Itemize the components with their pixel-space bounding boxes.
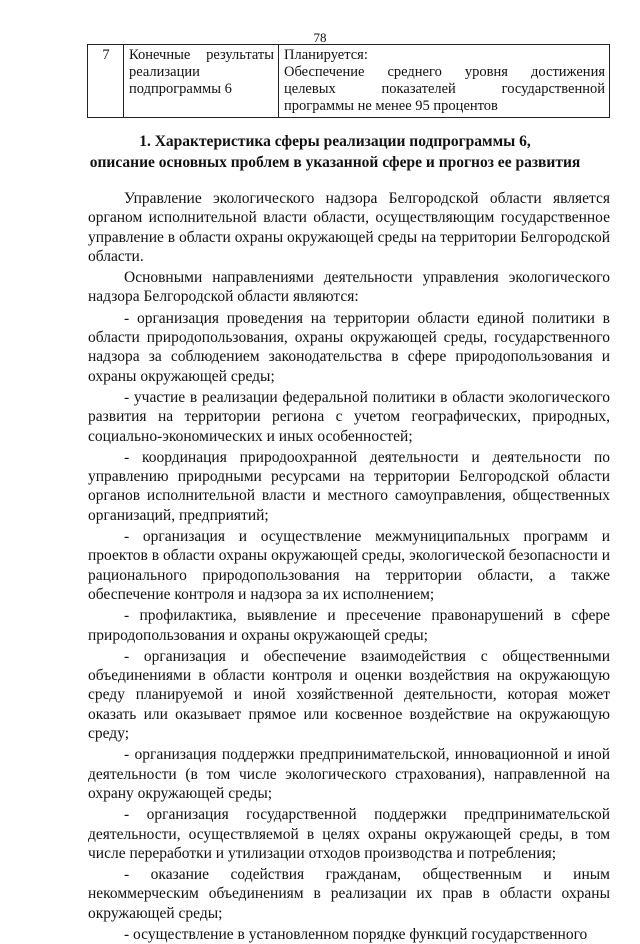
list-item: - организация и осуществление межмуниципальных программ и проектов в области охраны окружающей среды, экологической безопасности и рационального природопользования на территории области, а также обеспечение контроля и надзора за их исполнением; <box>88 528 610 603</box>
list-item: - организация проведения на территории области единой политики в области природопользования, охраны окружающей среды, государственного надзора за соблюдением законодательства в сфере природопользования и охраны окружающей среды; <box>88 309 610 385</box>
list-item: - осуществление в установленном порядке функций государственного <box>124 925 588 943</box>
row-value-cell <box>279 45 610 118</box>
value-line: целевых показателей государственной <box>284 81 605 97</box>
row-number-cell: 7 <box>88 45 124 118</box>
paragraph: Управление экологического надзора Белгородской области является органом исполнительной власти области, осуществляющим государственное управление в области охраны окружающей среды на территории Белгородской области. <box>88 190 610 265</box>
heading-line: описание основных проблем в указанной сфере и прогноз ее развития <box>89 154 581 171</box>
label-line: Конечные результаты <box>129 47 274 63</box>
list-item: - профилактика, выявление и пресечение правонарушений в сфере природопользования и охраны окружающей среды; <box>88 607 610 644</box>
list-item: - оказание содействия гражданам, общественным и иным некоммерческим объединениям в реализации их прав в области охраны окружающей среды; <box>88 866 610 922</box>
heading-line: 1. Характеристика сферы реализации подпрограммы 6, <box>139 133 531 150</box>
label-line: реализации <box>129 64 200 80</box>
label-line: подпрограммы 6 <box>129 81 232 97</box>
section-heading <box>60 131 610 173</box>
paragraph: Основными направлениями деятельности управления экологического надзора Белгородской области являются: <box>88 269 610 306</box>
list-item: - координация природоохранной деятельности и деятельности по управлению природными ресурсами на территории Белгородской области органов исполнительной власти и местного самоуправления, общественных организаций, предприятий; <box>88 448 610 524</box>
list-item: - участие в реализации федеральной политики в области экологического развития на территории региона с учетом географических, природных, социально-экономических и иных особенностей; <box>88 388 610 445</box>
value-line: программы не менее 95 процентов <box>284 98 498 114</box>
list-item: - организация государственной поддержки предпринимательской деятельности, осуществляемой в целях охраны окружающей среды, в том числе переработки и утилизации отходов производства и потребления; <box>88 806 610 862</box>
row-label-cell <box>124 45 279 118</box>
body-text <box>88 189 610 944</box>
page-number: 78 <box>313 30 327 45</box>
value-line: Обеспечение среднего уровня достижения <box>284 64 605 80</box>
value-line: Планируется: <box>284 47 368 63</box>
list-item: - организация поддержки предпринимательской, инновационной и иной деятельности (в том числе экологического страхования), направленной на охрану окружающей среды; <box>88 746 610 802</box>
results-table <box>87 44 610 118</box>
list-item: - организация и обеспечение взаимодействия с общественными объединениями в области контроля и оценки воздействия на окружающую среду планируемой и иной хозяйственной деятельности, которая может оказать или оказывает прямое или косвенное воздействие на окружающую среду; <box>88 647 610 743</box>
table-row <box>88 45 610 118</box>
